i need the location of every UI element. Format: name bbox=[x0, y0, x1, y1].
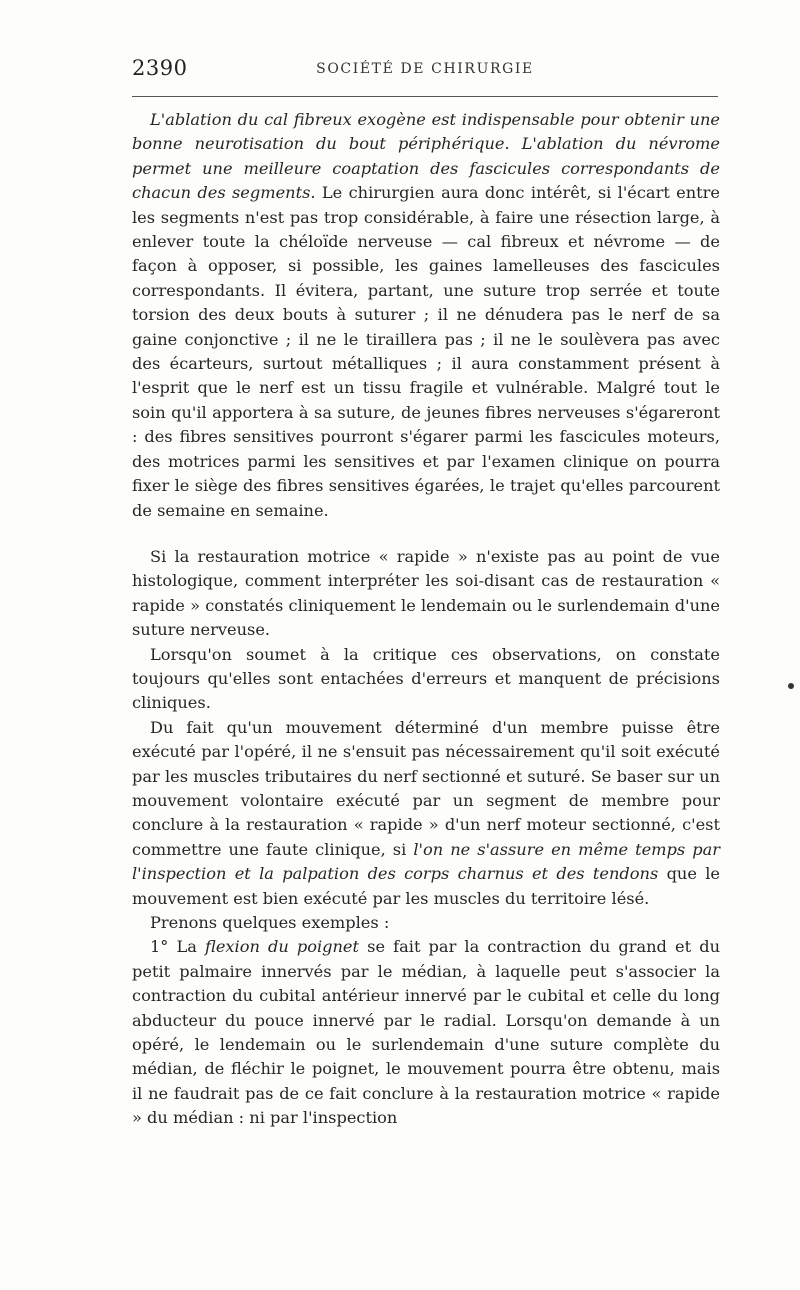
paragraph-6-italic: flexion du poignet bbox=[205, 937, 360, 957]
paragraph-1-italic: L'ablation du cal fibreux exogène est indispensable pour obtenir une bonne neurotisation du bout périphérique. L'ablation du névrome permet une meilleure coaptation des fascicules correspondants de chacun des segments. bbox=[132, 110, 720, 203]
paragraph-5-text: Prenons quelques exemples : bbox=[150, 913, 390, 932]
paragraph-1-text: Le chirurgien aura donc intérêt, si l'écart entre les segments n'est pas trop considérable, à faire une résection large, à enlever toute la chéloïde nerveuse — cal fibreux et névrome — de façon à opposer, si possible, les gaines lamelleuses des fascicules correspondants. Il évitera, partant, une suture trop serrée et toute torsion des deux bouts à suturer ; il ne dénudera pas le nerf de sa gaine conjonctive ; il ne le tiraillera pas ; il ne le soulèvera pas avec des écarteurs, surtout métalliques ; il aura constamment présent à l'esprit que le nerf est un tissu fragile et vulnérable. Malgré tout le soin qu'il apportera à sa suture, de jeunes fibres nerveuses s'égareront : des fibres sensitives pourront s'égarer parmi les fascicules moteurs, des motrices parmi les sensitives et par l'examen clinique on pourra fixer le siège des fibres sensitives égarées, le trajet qu'elles parcourent de semaine en semaine. bbox=[132, 183, 720, 520]
page-header bbox=[132, 56, 718, 86]
paragraph-3 bbox=[132, 643, 720, 716]
paragraph-6-text-after: se fait par la contraction du grand et du petit palmaire innervés par le médian, à laquelle peut s'associer la contraction du cubital antérieur innervé par le cubital et celle du long abducteur du pouce innervé par le radial. Lorsqu'on demande à un opéré, le lendemain ou le surlendemain d'une suture complète du médian, de fléchir le poignet, le mouvement pourra être obtenu, mais il ne faudrait pas de ce fait conclure à la restauration motrice « rapide » du médian : ni par l'inspection bbox=[132, 937, 721, 1128]
paragraph-2-text: Si la restauration motrice « rapide » n'existe pas au point de vue histologique, comment interpréter les soi-disant cas de restauration « rapide » constatés cliniquement le lendemain ou le surlendemain d'une suture nerveuse. bbox=[132, 546, 720, 640]
paragraph-4 bbox=[132, 716, 720, 911]
paragraph-1 bbox=[132, 108, 720, 523]
paragraph-4-italic: l'on ne s'assure en même temps par l'inspection et la palpation des corps charnus et des tendons bbox=[132, 839, 721, 884]
header-rule bbox=[132, 96, 718, 97]
paragraph-4-text-after: que le mouvement est bien exécuté par les muscles du territoire lésé. bbox=[132, 864, 720, 908]
body-text bbox=[132, 108, 720, 1131]
paragraph-6 bbox=[132, 935, 720, 1130]
paragraph-2 bbox=[132, 545, 720, 643]
paragraph-5 bbox=[132, 911, 720, 935]
paragraph-6-text-before: 1° La bbox=[150, 937, 206, 957]
page-number: 2390 bbox=[132, 56, 188, 80]
paragraph-4-text-before: Du fait qu'un mouvement déterminé d'un membre puisse être exécuté par l'opéré, il ne s'ensuit pas nécessairement qu'il soit exécuté par les muscles tributaires du nerf sectionné et suturé. Se baser sur un mouvement volontaire exécuté par un segment de membre pour conclure à la restauration « rapide » d'un nerf moteur sectionné, c'est commettre une faute clinique, si bbox=[132, 717, 720, 859]
paragraph-3-text: Lorsqu'on soumet à la critique ces observations, on constate toujours qu'elles sont entachées d'erreurs et manquent de précisions cliniques. bbox=[132, 644, 720, 713]
running-head: SOCIÉTÉ DE CHIRURGIE bbox=[316, 61, 534, 77]
margin-mark bbox=[788, 683, 794, 689]
